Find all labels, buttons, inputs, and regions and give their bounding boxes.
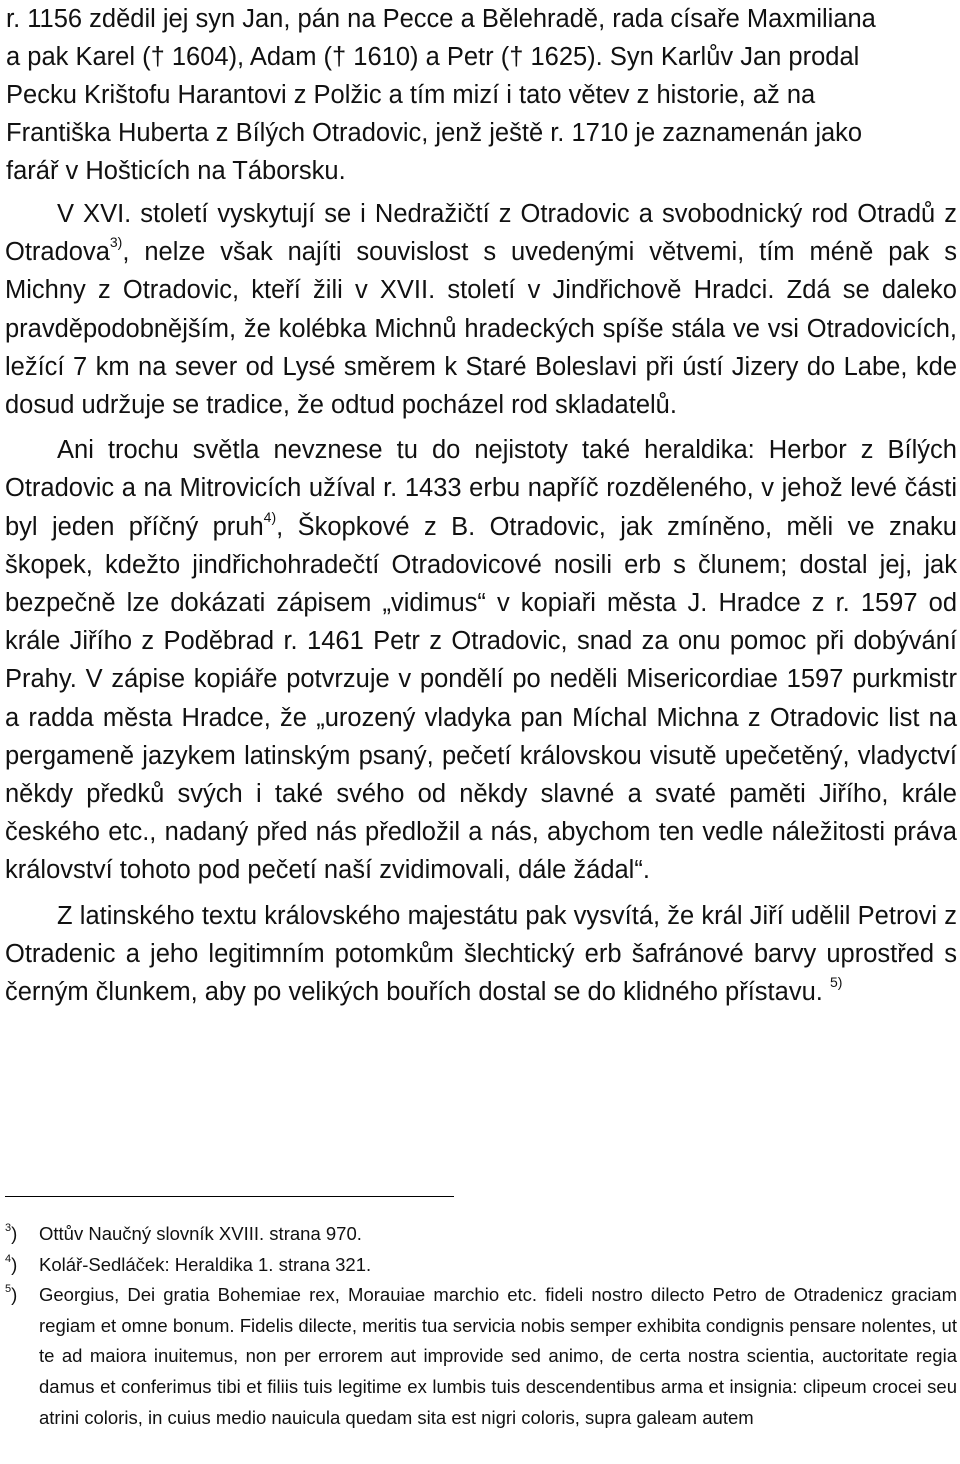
intro-paragraph [6, 0, 956, 190]
footnote-marker [5, 1250, 39, 1281]
paragraph-2-text-a: Ani trochu světla nevznese tu do nejistoty také heraldika: Herbor z Bílých Otradovic a na Mitrovicích užíval r. 1433 erbu napříč rozděleného, v jehož levé části byl jeden příčný pruh [5, 436, 957, 541]
intro-line: farář v Hošticích na Táborsku. [6, 157, 346, 185]
footnote-number: 4 [5, 1252, 12, 1265]
intro-line: r. 1156 zdědil jej syn Jan, pán na Pecce a Bělehradě, rada císaře Maxmiliana [6, 5, 876, 33]
intro-line: a pak Karel († 1604), Adam († 1610) a Petr († 1625). Syn Karlův Jan prodal [6, 43, 860, 71]
paragraph-3 [5, 897, 957, 1012]
intro-line: Pecku Krištofu Harantovi z Polžic a tím mizí i tato větev z historie, až na [6, 81, 816, 109]
footnote-number: 3 [5, 1222, 12, 1234]
footnote-ref-3: 3) [109, 234, 123, 251]
intro-line: Františka Huberta z Bílých Otradovic, jenž ještě r. 1710 je zaznamenán jako [6, 119, 863, 147]
footnote-number: 5 [5, 1283, 12, 1296]
paragraph-1-text-a: V XVI. století vyskytují se i Nedražičtí z Otradovic a svobodnický rod Otradů z Otradova [5, 200, 957, 267]
paragraph-1-text-b: , nelze však najíti souvislost s uvedenými větvemi, tím méně pak s Michny z Otradovic, kteří žili v XVII. století v Jindřichově Hradci. Zdá se daleko pravděpodobnějším, že kolébka Michnů hradeckých spíše stála ve vsi Otradovicích, ležící 7 km na sever od Lysé směrem k Staré Boleslavi při ústí Jizery do Labe, kde dosud udržuje se tradice, že odtud pocházel rod skladatelů. [5, 238, 957, 420]
footnote-4 [5, 1250, 957, 1281]
footnote-marker [5, 1280, 39, 1433]
body-text [5, 195, 957, 1011]
paragraph-2 [5, 431, 957, 889]
footnotes [5, 1219, 957, 1433]
footnote-paren: ) [11, 1253, 18, 1275]
footnote-separator [5, 1196, 454, 1197]
paragraph-1 [5, 195, 957, 424]
footnote-paren: ) [11, 1284, 18, 1306]
footnote-5 [5, 1280, 957, 1433]
footnote-ref-4: 4) [263, 508, 277, 525]
footnote-ref-5: 5) [829, 974, 843, 991]
footnote-text: Ottův Naučný slovník XVIII. strana 970. [39, 1223, 362, 1244]
paragraph-2-text-b: , Škopkové z B. Otradovic, jak zmíněno, měli ve znaku škopek, kdežto jindřichohradečtí Otradovicové nosili erb s člunem; dostal jej, jak bezpečně lze dokázati zápisem „vidimus“ v kopiaři města J. Hradce z r. 1597 od krále Jiřího z Poděbrad r. 1461 Petr z Otradovic, snad za onu pomoc při dobývání Prahy. V zápise kopiáře potvrzuje v pondělí po neděli Misericordiae 1597 purkmistr a radda města Hradce, že „urozený vladyka pan Míchal Michna z Otradovic list na pergameně jazykem latinským psaný, pečetí královskou visutě upečetěný, vladyctví někdy předků svých i také svého od někdy slavné a svaté paměti Jiřího, krále českého etc., nadaný před nás předložil a nás, abychom ten vedle náležitosti práva království tohoto pod pečetí naší zvidimovali, dále žádal“. [5, 512, 957, 885]
footnote-marker [5, 1219, 39, 1250]
footnote-3 [5, 1219, 957, 1250]
footnote-text: Kolář-Sedláček: Heraldika 1. strana 321. [39, 1253, 372, 1275]
footnote-paren: ) [11, 1223, 18, 1244]
footnote-text: Georgius, Dei gratia Bohemiae rex, Morauiae marchio etc. fideli nostro dilecto Petro de Otradenicz graciam regiam et omne bonum. Fidelis dilecte, meritis tua servicia nobis semper exhibita condignis pensare nolentes, ut te ad maiora inuitemus, non per errorem aut improvide sed animo, de certa nostra scientia, auctoritate regia damus et conferimus tibi et filiis tuis legitime ex lumbis tuis descendentibus arma et insignia: clipeum crocei seu atrini coloris, in cuius medio nauicula quedam sita est nigri coloris, supra galeam autem [39, 1284, 957, 1428]
paragraph-3-text: Z latinského textu královského majestátu pak vysvítá, že král Jiří udělil Petrovi z Otradenic a jeho legitimním potomkům šlechtický erb šafránové barvy uprostřed s černým člunkem, aby po velikých bouřích dostal se do klidného přístavu. [5, 901, 957, 1007]
